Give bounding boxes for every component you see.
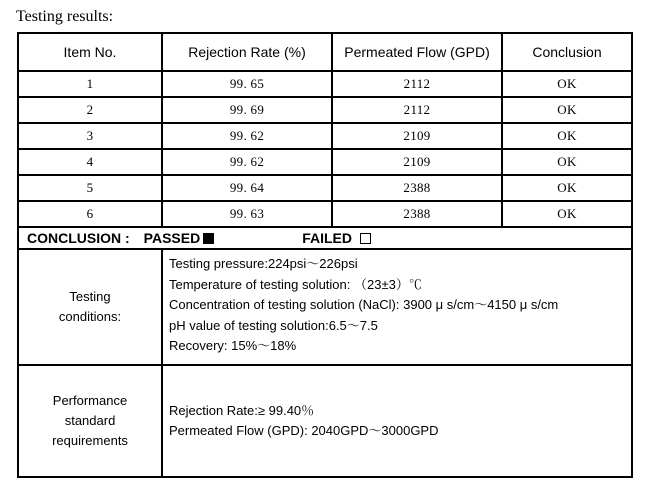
condition-concentration: Concentration of testing solution (NaCl): 3900 μ s/cm～4150 μ s/cm — [169, 297, 559, 312]
condition-recovery: Recovery: 15%～18% — [169, 338, 297, 353]
header-conclusion: Conclusion — [502, 33, 632, 71]
cell-item: 6 — [18, 201, 162, 227]
performance-label: Performance standard requirements — [18, 365, 162, 477]
cell-rejection: 99. 65 — [162, 71, 332, 97]
testing-conditions-row — [18, 249, 632, 365]
passed-checkbox-icon — [203, 233, 214, 244]
table-row — [18, 123, 632, 149]
table-row — [18, 149, 632, 175]
header-item-no: Item No. — [18, 33, 162, 71]
cell-flow: 2109 — [332, 149, 502, 175]
cell-item: 1 — [18, 71, 162, 97]
conclusion-row — [18, 227, 632, 249]
header-rejection-rate: Rejection Rate (%) — [162, 33, 332, 71]
cell-conclusion: OK — [502, 149, 632, 175]
performance-details — [162, 365, 632, 477]
table-row — [18, 97, 632, 123]
cell-flow: 2112 — [332, 97, 502, 123]
table-row — [18, 175, 632, 201]
table-row — [18, 71, 632, 97]
cell-conclusion: OK — [502, 175, 632, 201]
condition-temperature: Temperature of testing solution: （23±3）℃ — [169, 276, 422, 292]
header-row — [18, 33, 632, 71]
condition-pressure: Testing pressure:224psi～226psi — [169, 256, 358, 271]
cell-item: 5 — [18, 175, 162, 201]
requirement-rejection: Rejection Rate:≥ 99.40％ — [169, 402, 315, 418]
cell-flow: 2109 — [332, 123, 502, 149]
performance-row — [18, 365, 632, 477]
cell-conclusion: OK — [502, 201, 632, 227]
section-title: Testing results: — [16, 8, 114, 25]
cell-conclusion: OK — [502, 71, 632, 97]
cell-conclusion: OK — [502, 97, 632, 123]
cell-conclusion: OK — [502, 123, 632, 149]
cell-rejection: 99. 63 — [162, 201, 332, 227]
cell-item: 4 — [18, 149, 162, 175]
cell-rejection: 99. 62 — [162, 149, 332, 175]
cell-rejection: 99. 62 — [162, 123, 332, 149]
passed-label: PASSED — [143, 230, 201, 246]
cell-item: 3 — [18, 123, 162, 149]
testing-conditions-label: Testing conditions: — [18, 249, 162, 365]
requirement-flow: Permeated Flow (GPD): 2040GPD～3000GPD — [169, 423, 439, 438]
results-table — [17, 32, 633, 478]
failed-label: FAILED — [302, 230, 352, 246]
testing-conditions-details — [162, 249, 632, 365]
cell-rejection: 99. 69 — [162, 97, 332, 123]
cell-item: 2 — [18, 97, 162, 123]
failed-checkbox-icon — [360, 233, 371, 244]
conclusion-summary — [19, 230, 631, 246]
cell-rejection: 99. 64 — [162, 175, 332, 201]
cell-flow: 2112 — [332, 71, 502, 97]
table-row — [18, 201, 632, 227]
condition-ph: pH value of testing solution:6.5～7.5 — [169, 317, 378, 333]
cell-flow: 2388 — [332, 201, 502, 227]
conclusion-label: CONCLUSION : — [27, 230, 130, 246]
header-permeated-flow: Permeated Flow (GPD) — [332, 33, 502, 71]
cell-flow: 2388 — [332, 175, 502, 201]
